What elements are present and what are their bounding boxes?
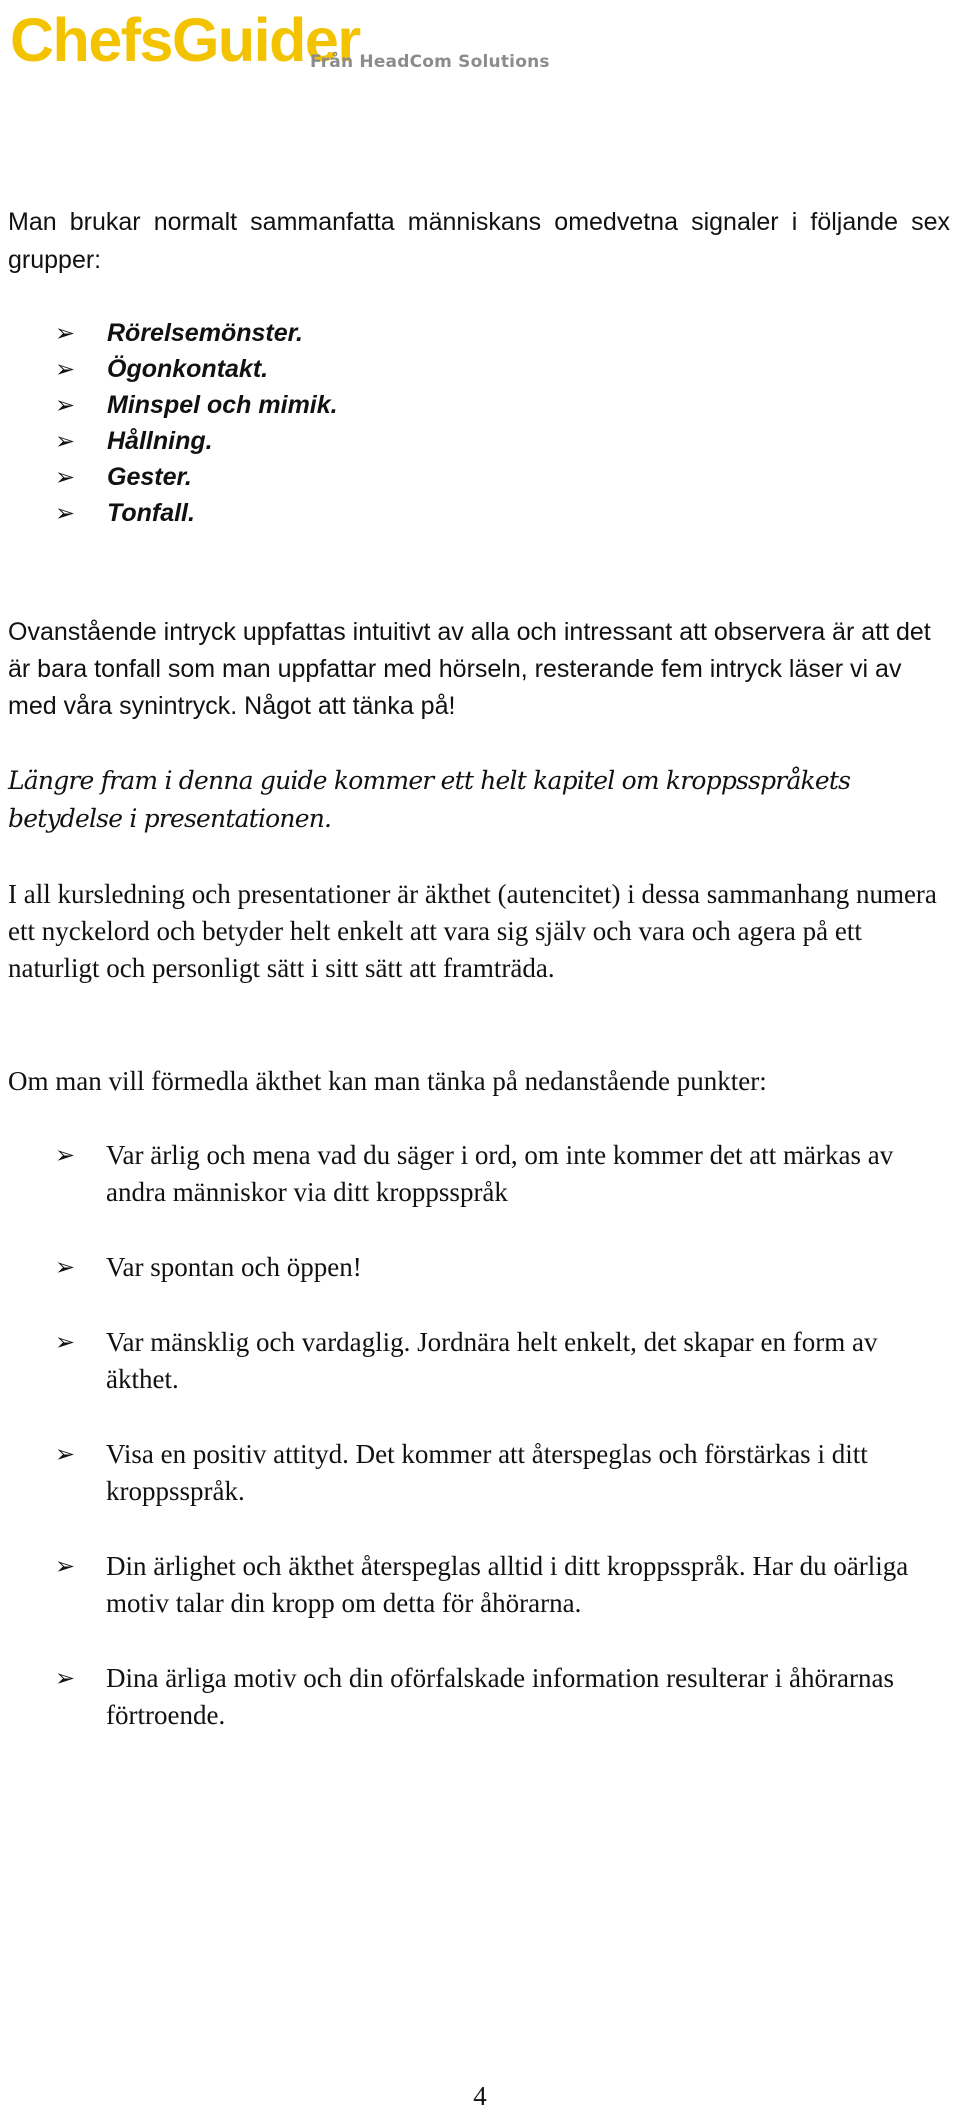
- logo-wordmark: ChefsGuider: [10, 6, 360, 74]
- list-item: ➢ Ögonkontakt.: [8, 351, 950, 387]
- list-item: ➢ Visa en positiv attityd. Det kommer att återspeglas och förstärkas i ditt kroppsspråk.: [8, 1436, 934, 1510]
- list-item: ➢ Rörelsemönster.: [8, 315, 950, 351]
- arrow-bullet-icon: ➢: [55, 1141, 76, 1169]
- page-number: 4: [473, 2081, 487, 2111]
- arrow-bullet-icon: ➢: [55, 463, 76, 491]
- italic-note: Längre fram i denna guide kommer ett helt kapitel om kroppsspråkets betydelse i presentationen.: [8, 766, 851, 833]
- arrow-bullet-icon: ➢: [55, 1664, 76, 1692]
- list-item: ➢ Var ärlig och mena vad du säger i ord, om inte kommer det att märkas av andra människor via ditt kroppsspråk: [8, 1137, 934, 1211]
- list-item: ➢ Tonfall.: [8, 495, 950, 531]
- signal-groups-list: [8, 315, 950, 531]
- intro-paragraph: Man brukar normalt sammanfatta människans omedvetna signaler i följande sex grupper:: [8, 208, 950, 274]
- arrow-bullet-icon: ➢: [55, 1552, 76, 1580]
- arrow-bullet-icon: ➢: [55, 1253, 76, 1281]
- impressions-paragraph: Ovanstående intryck uppfattas intuitivt av alla och intressant att observera är att det är bara tonfall som man uppfattar med hörseln, resterande fem intryck läser vi av med våra synintryck. Något att tänka på!: [8, 618, 931, 720]
- list-item: ➢ Hållning.: [8, 423, 950, 459]
- list-item: ➢ Din ärlighet och äkthet återspeglas alltid i ditt kroppsspråk. Har du oärliga motiv talar din kropp om detta för åhörarna.: [8, 1548, 934, 1622]
- arrow-bullet-icon: ➢: [55, 1328, 76, 1356]
- list-item: ➢ Var mänsklig och vardaglig. Jordnära helt enkelt, det skapar en form av äkthet.: [8, 1324, 934, 1398]
- chefsguider-logo: [10, 0, 550, 80]
- authenticity-paragraph: I all kursledning och presentationer är äkthet (autencitet) i dessa sammanhang numera ett nyckelord och betyder helt enkelt att vara sig själv och vara och agera på ett naturligt och personligt sätt i sitt sätt att framträda.: [8, 879, 937, 983]
- authenticity-points-list: [8, 1137, 950, 1772]
- arrow-bullet-icon: ➢: [55, 427, 76, 455]
- arrow-bullet-icon: ➢: [55, 391, 76, 419]
- arrow-bullet-icon: ➢: [55, 1440, 76, 1468]
- list-item: ➢ Gester.: [8, 459, 950, 495]
- arrow-bullet-icon: ➢: [55, 355, 76, 383]
- list-item: ➢ Dina ärliga motiv och din oförfalskade information resulterar i åhörarnas förtroende.: [8, 1660, 934, 1734]
- list-item: ➢ Var spontan och öppen!: [8, 1249, 934, 1286]
- arrow-bullet-icon: ➢: [55, 499, 76, 527]
- arrow-bullet-icon: ➢: [55, 319, 76, 347]
- points-intro-paragraph: Om man vill förmedla äkthet kan man tänka på nedanstående punkter:: [8, 1066, 767, 1096]
- list-item: ➢ Minspel och mimik.: [8, 387, 950, 423]
- logo-tagline: Från HeadCom Solutions: [310, 52, 550, 72]
